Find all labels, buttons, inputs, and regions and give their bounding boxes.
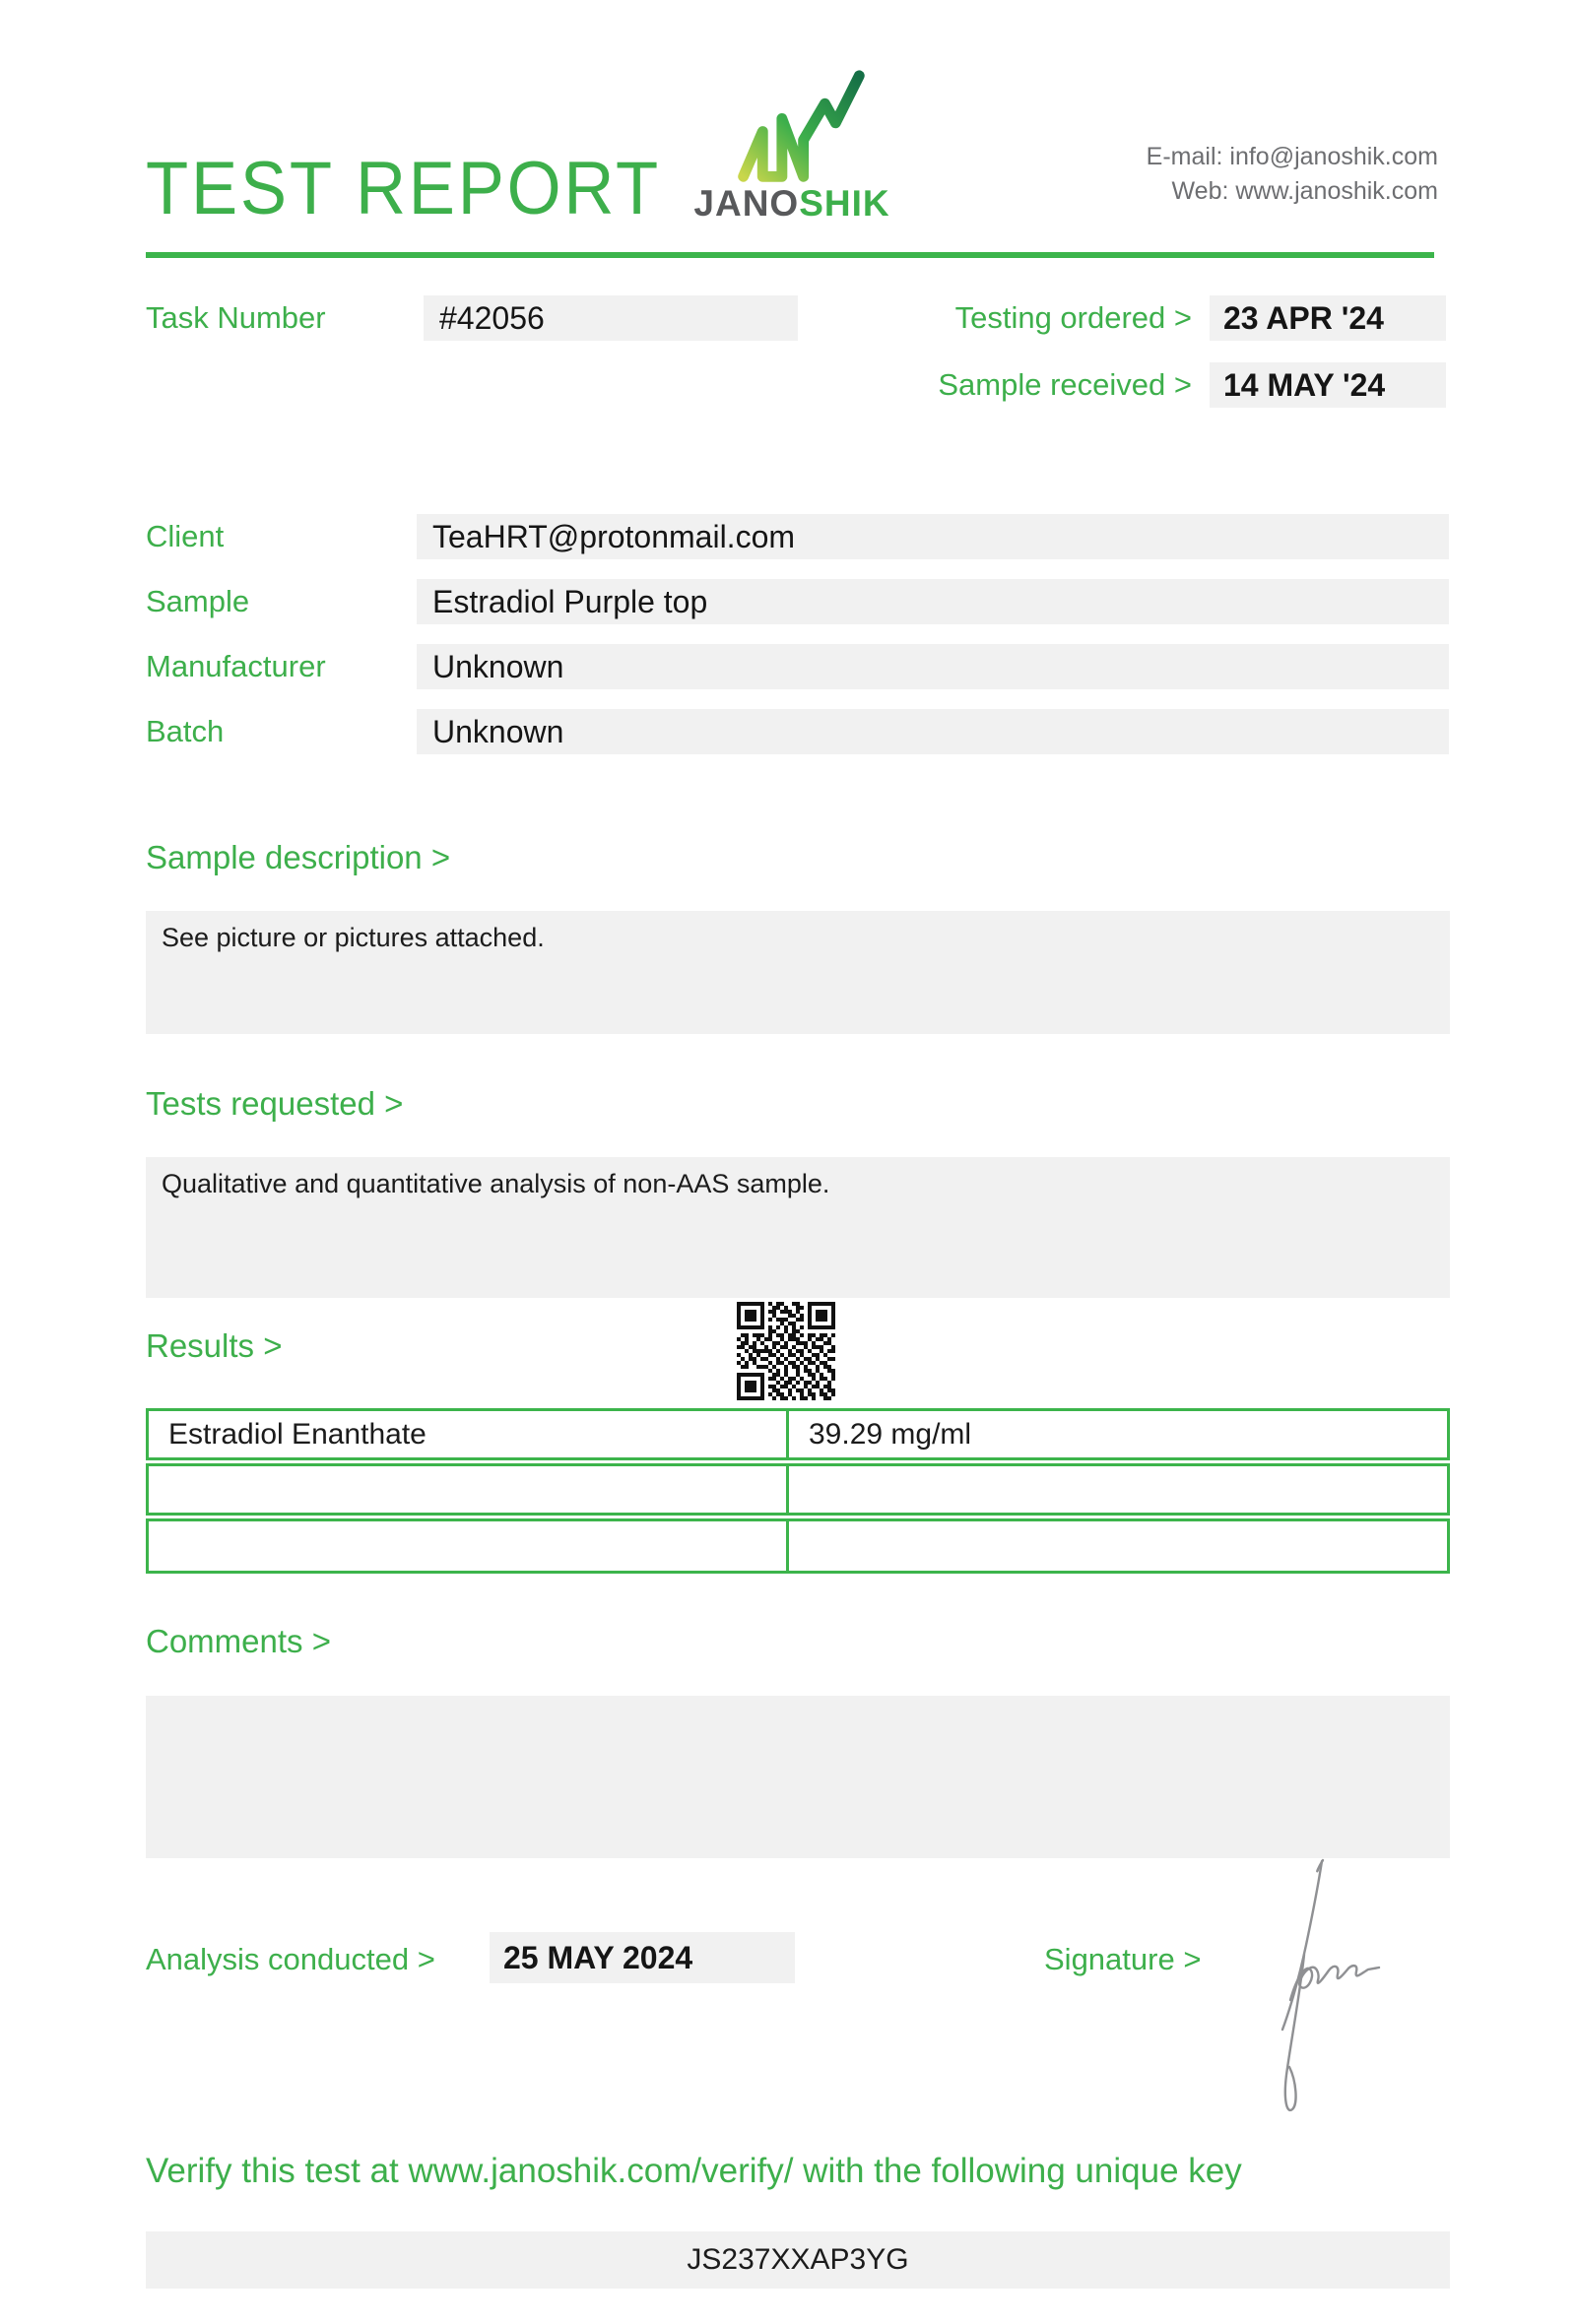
batch-label: Batch bbox=[146, 714, 225, 748]
sample-received-value: 14 MAY '24 bbox=[1210, 362, 1446, 408]
batch-value: Unknown bbox=[417, 709, 1449, 754]
results-row-1 bbox=[146, 1408, 1450, 1460]
result-name bbox=[149, 1466, 789, 1513]
result-name bbox=[149, 1521, 789, 1571]
sample-value: Estradiol Purple top bbox=[417, 579, 1449, 624]
brand-jano: JANO bbox=[693, 183, 800, 224]
task-number-label: Task Number bbox=[146, 300, 326, 335]
manufacturer-value: Unknown bbox=[417, 644, 1449, 689]
client-label: Client bbox=[146, 519, 225, 553]
unique-key-value: JS237XXAP3YG bbox=[687, 2243, 909, 2276]
signature-label: Signature > bbox=[1044, 1942, 1202, 1976]
contact-block bbox=[985, 140, 1438, 209]
results-row-3 bbox=[146, 1518, 1450, 1574]
tests-requested-text: Qualitative and quantitative analysis of non-AAS sample. bbox=[162, 1169, 830, 1198]
manufacturer-label: Manufacturer bbox=[146, 649, 326, 683]
tests-requested-box bbox=[146, 1157, 1450, 1298]
analysis-date: 25 MAY 2024 bbox=[490, 1932, 795, 1983]
verification-qr-code bbox=[737, 1302, 835, 1400]
result-name: Estradiol Enanthate bbox=[149, 1411, 789, 1457]
comments-heading: Comments > bbox=[146, 1623, 331, 1659]
results-row-2 bbox=[146, 1463, 1450, 1516]
unique-key-box bbox=[146, 2231, 1450, 2289]
verify-instruction: Verify this test at www.janoshik.com/verify/ with the following unique key bbox=[146, 2152, 1242, 2190]
sample-description-box bbox=[146, 911, 1450, 1034]
results-heading: Results > bbox=[146, 1327, 283, 1364]
result-value: 39.29 mg/ml bbox=[809, 1418, 972, 1451]
sample-label: Sample bbox=[146, 584, 250, 618]
testing-ordered-label: Testing ordered > bbox=[954, 300, 1192, 335]
result-value bbox=[789, 1521, 1447, 1571]
brand-shik: SHIK bbox=[799, 183, 890, 224]
sample-description-text: See picture or pictures attached. bbox=[162, 923, 545, 952]
contact-web: Web: www.janoshik.com bbox=[1171, 177, 1438, 205]
sample-received-label: Sample received > bbox=[938, 367, 1192, 402]
brand-wordmark bbox=[678, 183, 906, 225]
analysis-conducted-label: Analysis conducted > bbox=[146, 1942, 435, 1976]
contact-email: E-mail: info@janoshik.com bbox=[1146, 143, 1438, 170]
comments-box bbox=[146, 1696, 1450, 1858]
client-value: TeaHRT@protonmail.com bbox=[417, 514, 1449, 559]
logo-chart-icon bbox=[731, 65, 885, 185]
page-title: TEST REPORT bbox=[146, 147, 661, 230]
tests-requested-heading: Tests requested > bbox=[146, 1085, 404, 1122]
testing-ordered-value: 23 APR '24 bbox=[1210, 295, 1446, 341]
result-value bbox=[789, 1466, 1447, 1513]
signature-image bbox=[1261, 1827, 1478, 2142]
header-divider bbox=[146, 252, 1434, 258]
task-number-value: #42056 bbox=[424, 295, 798, 341]
sample-description-heading: Sample description > bbox=[146, 839, 451, 875]
